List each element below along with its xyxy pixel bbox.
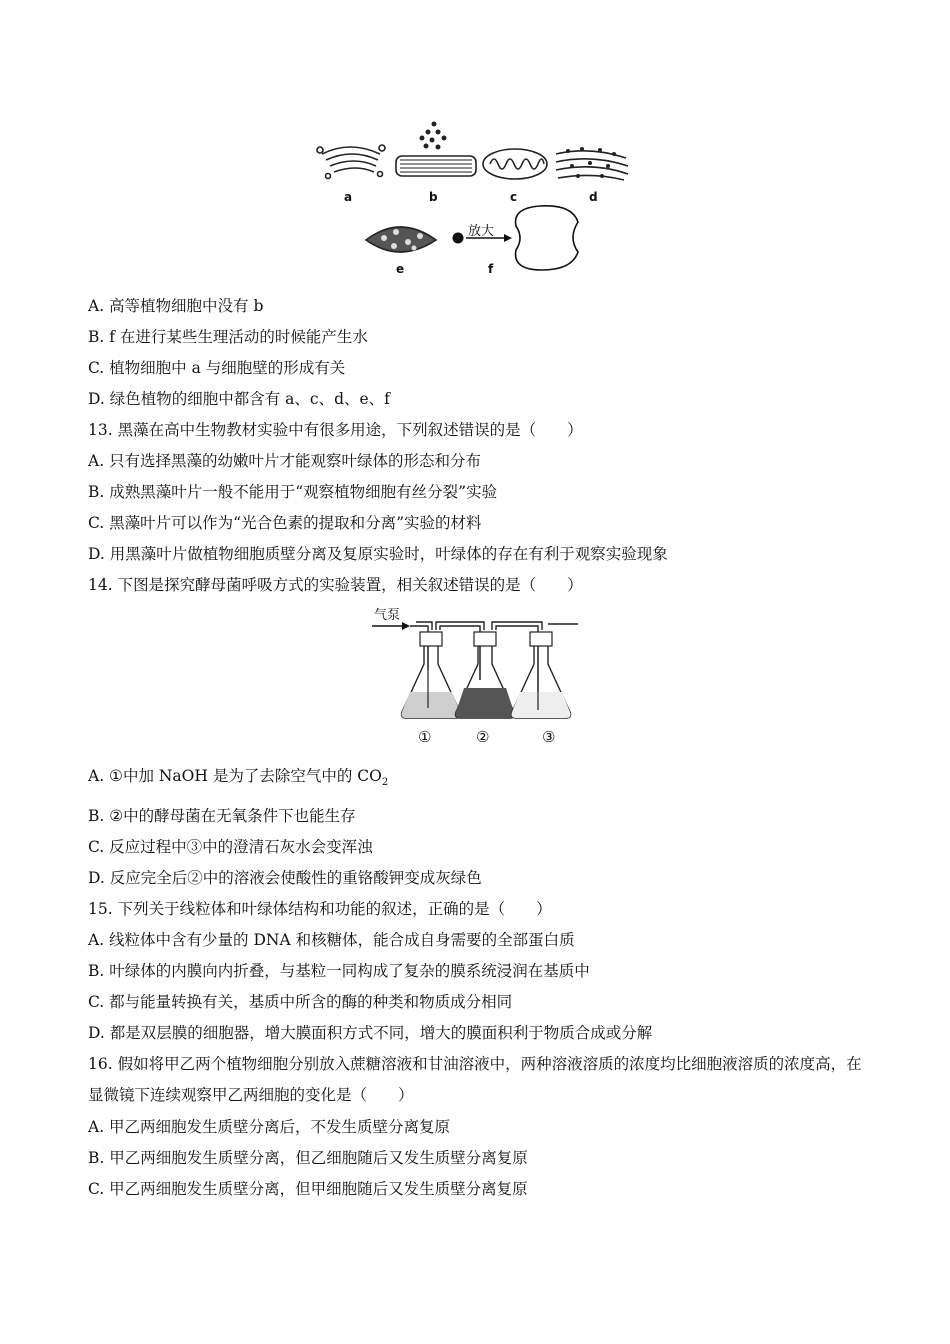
q14-option-a-text: A. ①中加 NaOH 是为了去除空气中的 CO bbox=[88, 767, 382, 785]
q12-option-c: C. 植物细胞中 a 与细胞壁的形成有关 bbox=[88, 359, 346, 377]
q13-option-d: D. 用黑藻叶片做植物细胞质壁分离及复原实验时，叶绿体的存在有利于观察实验现象 bbox=[88, 545, 668, 563]
organelle-c-mitochondrion bbox=[483, 149, 547, 179]
organelle-figure bbox=[310, 118, 650, 278]
organelle-b bbox=[396, 122, 476, 177]
figure1-label-c: c bbox=[510, 190, 518, 204]
q16-option-c: C. 甲乙两细胞发生质壁分离，但甲细胞随后又发生质壁分离复原 bbox=[88, 1180, 528, 1198]
q16-option-a: A. 甲乙两细胞发生质壁分离后，不发生质壁分离复原 bbox=[88, 1118, 451, 1136]
figure1-label-a: a bbox=[344, 190, 353, 204]
pump-label: 气泵 bbox=[374, 608, 401, 623]
flask-label-1: ① bbox=[418, 728, 432, 746]
figure1-label-e: e bbox=[396, 262, 405, 276]
q12-option-a: A. 高等植物细胞中没有 b bbox=[88, 297, 264, 315]
flask-2 bbox=[456, 632, 515, 718]
organelle-e-chloroplast bbox=[366, 227, 436, 252]
q16-option-b: B. 甲乙两细胞发生质壁分离，但乙细胞随后又发生质壁分离复原 bbox=[88, 1149, 528, 1167]
q14-option-a-subscript: 2 bbox=[381, 777, 389, 789]
q14-option-a bbox=[88, 766, 388, 793]
flask-3 bbox=[512, 632, 571, 718]
q15-stem: 15. 下列关于线粒体和叶绿体结构和功能的叙述，正确的是（ ） bbox=[88, 900, 552, 918]
q15-option-c: C. 都与能量转换有关，基质中所含的酶的种类和物质成分相同 bbox=[88, 993, 513, 1011]
organelle-d-er bbox=[556, 147, 628, 180]
flask-label-3: ③ bbox=[542, 728, 556, 746]
q15-option-d: D. 都是双层膜的细胞器，增大膜面积方式不同，增大的膜面积利于物质合成或分解 bbox=[88, 1024, 653, 1042]
organelle-a-golgi bbox=[317, 145, 385, 179]
q12-option-b: B. f 在进行某些生理活动的时候能产生水 bbox=[88, 328, 368, 346]
q14-option-c: C. 反应过程中③中的澄清石灰水会变浑浊 bbox=[88, 838, 373, 856]
q14-option-b: B. ②中的酵母菌在无氧条件下也能生存 bbox=[88, 807, 356, 825]
q13-option-c: C. 黑藻叶片可以作为“光合色素的提取和分离”实验的材料 bbox=[88, 514, 482, 532]
figure1-arrow-label: 放大 bbox=[468, 224, 495, 239]
q15-option-b: B. 叶绿体的内膜向内折叠，与基粒一同构成了复杂的膜系统浸润在基质中 bbox=[88, 962, 590, 980]
q12-option-d: D. 绿色植物的细胞中都含有 a、c、d、e、f bbox=[88, 390, 390, 408]
q14-stem: 14. 下图是探究酵母菌呼吸方式的实验装置，相关叙述错误的是（ ） bbox=[88, 576, 583, 594]
q14-option-d: D. 反应完全后②中的溶液会使酸性的重铬酸钾变成灰绿色 bbox=[88, 869, 482, 887]
figure1-label-b: b bbox=[429, 190, 438, 204]
flask-label-2: ② bbox=[476, 728, 490, 746]
flask-1 bbox=[402, 632, 461, 718]
figure1-label-f: f bbox=[488, 262, 494, 276]
q13-option-b: B. 成熟黑藻叶片一般不能用于“观察植物细胞有丝分裂”实验 bbox=[88, 483, 498, 501]
q13-option-a: A. 只有选择黑藻的幼嫩叶片才能观察叶绿体的形态和分布 bbox=[88, 452, 482, 470]
q16-stem: 16. 假如将甲乙两个植物细胞分别放入蔗糖溶液和甘油溶液中，两种溶液溶质的浓度均比细胞液溶质的浓度高，在显微镜下连续观察甲乙两细胞的变化是（ ） bbox=[88, 1055, 862, 1104]
figure1-label-d: d bbox=[589, 190, 598, 204]
q13-stem: 13. 黑藻在高中生物教材实验中有很多用途，下列叙述错误的是（ ） bbox=[88, 421, 583, 439]
q15-option-a: A. 线粒体中含有少量的 DNA 和核糖体，能合成自身需要的全部蛋白质 bbox=[88, 931, 575, 949]
